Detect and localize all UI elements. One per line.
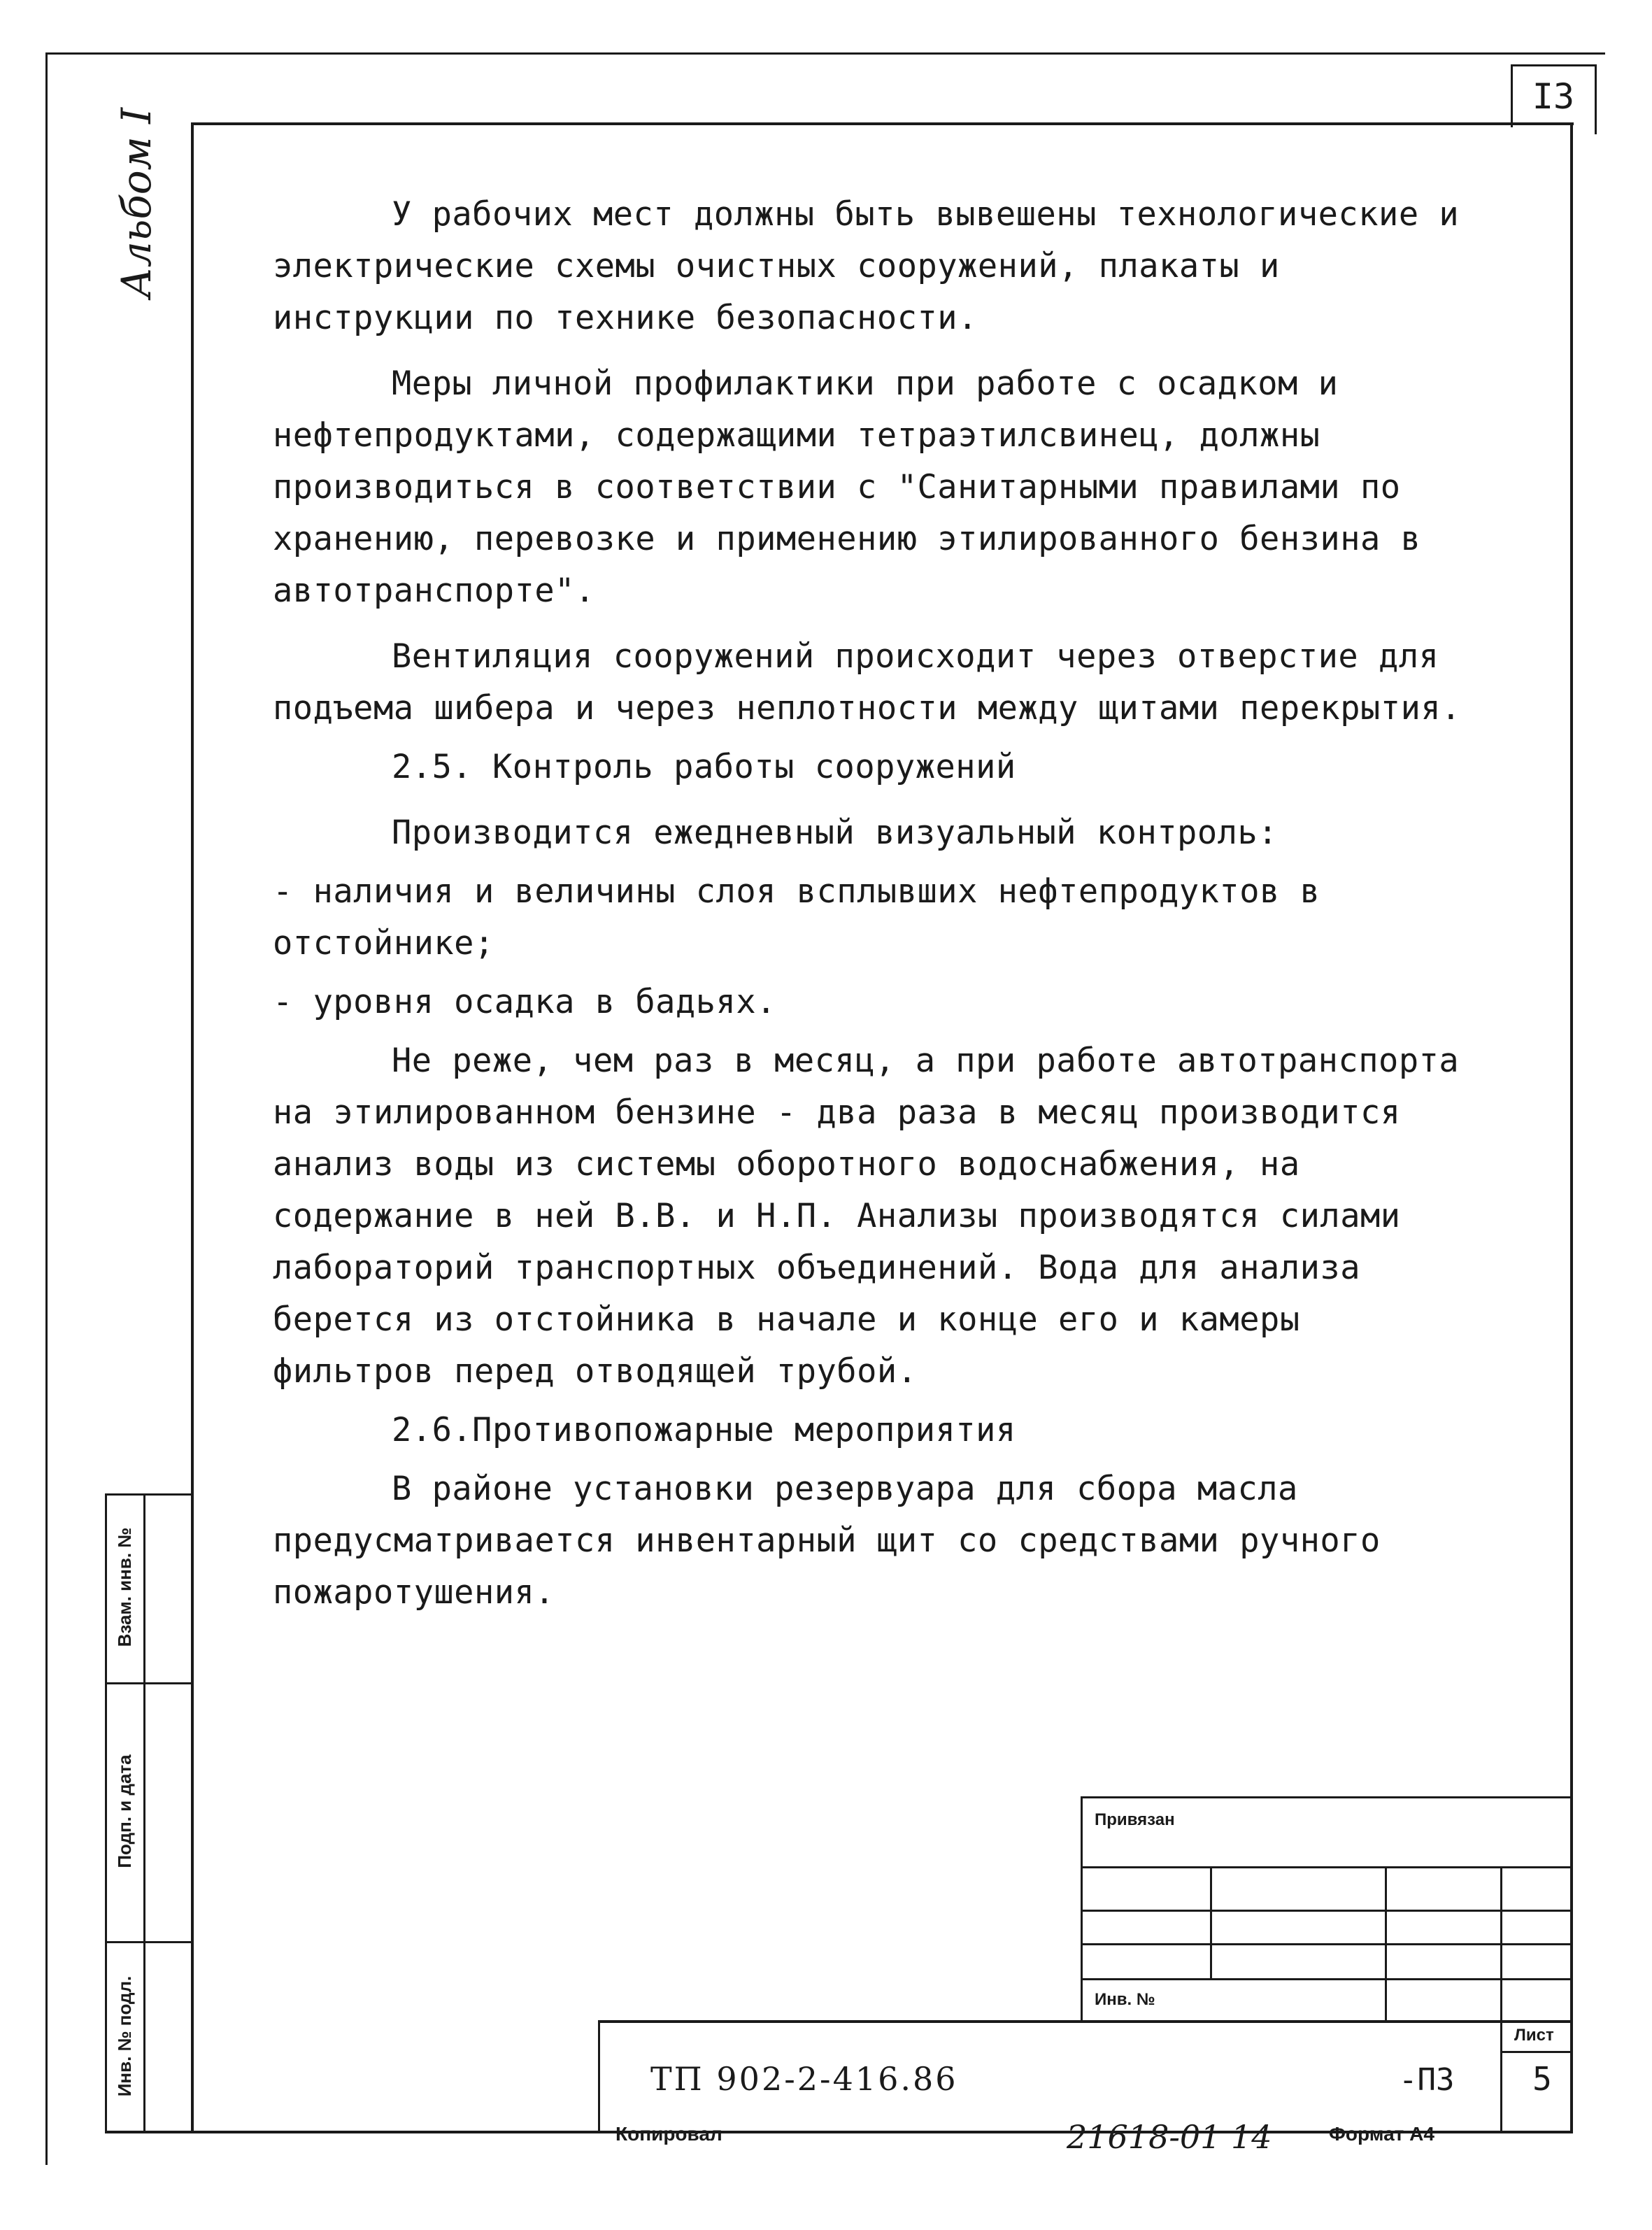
inner-frame-top (192, 122, 1574, 125)
document-suffix: -ПЗ (1399, 2062, 1455, 2098)
paragraph-water-analysis: Не реже, чем раз в месяц, а при работе автотранспорта на этилированном бензине - два раза в месяц производится анализ воды из системы оборотного водоснабжения, на содержание в ней В.В. и Н.П. Анализы производятся силами лабораторий транспортных объединений. Вода для анализа берется из отстойника в начале и конце его и камеры фильтров перед отводящей трубой. (273, 1042, 1460, 1391)
privyazan-box-left (1081, 1796, 1083, 2020)
sheet-number: 5 (1532, 2060, 1552, 2098)
sheet-cell-left (1500, 2020, 1502, 2132)
privyazan-col-3 (1500, 1866, 1502, 2020)
document-code: ТП 902-2-416.86 (650, 2060, 958, 2098)
inv-no-label: Инв. № (1095, 1990, 1155, 2009)
outer-frame-left (45, 52, 48, 2165)
list-item-oil-layer: - наличия и величины слоя всплывших нефтепродуктов в отстойнике; (273, 872, 1320, 963)
privyazan-box-top (1081, 1796, 1573, 1798)
title-block-top (598, 2020, 1573, 2023)
side-label-inv-podl: Инв. № подл. (113, 1975, 135, 2097)
document-body (273, 189, 1462, 1619)
paragraph-safety-schemes: У рабочих мест должны быть вывешены технологические и электрические схемы очистных сооружений, плакаты и инструкции по технике безопасности. (273, 195, 1460, 337)
privyazan-col-1 (1210, 1866, 1212, 1980)
paragraph-personal-prevention: Меры личной профилактики при работе с осадком и нефтепродуктами, содержащими тетраэтилсвинец, должны производиться в соответствии с "Санитарными правилами по хранению, перевозке и применению этилированного бензина в автотранспорте". (273, 364, 1421, 610)
side-label-podp-data: Подп. и дата (113, 1754, 135, 1868)
list-item-sediment-level: - уровня осадка в бадьях. (273, 983, 776, 1021)
title-block-left (598, 2020, 600, 2132)
format-label: Формат А4 (1329, 2123, 1434, 2145)
sheet-number-top: I3 (1532, 76, 1575, 117)
side-stamp-divider (143, 1493, 145, 2133)
privyazan-row-2 (1081, 1943, 1573, 1945)
album-label: Альбом I (113, 107, 160, 299)
inner-frame-left (191, 122, 194, 2133)
paragraph-fire-shield: В районе установки резервуара для сбора масла предусматривается инвентарный щит со средствами ручного пожаротушения. (273, 1470, 1381, 1612)
privyazan-row-1 (1081, 1910, 1573, 1912)
privyazan-row-3 (1081, 1978, 1573, 1980)
side-label-vzam-inv: Взам. инв. № (113, 1527, 135, 1647)
list-label: Лист (1514, 2026, 1554, 2045)
sheet-cell-label-sep (1500, 2051, 1573, 2053)
privyazan-header-sep (1081, 1866, 1573, 1868)
paragraph-ventilation: Вентиляция сооружений происходит через отверстие для подъема шибера и через неплотности между щитами перекрытия. (273, 637, 1461, 727)
kopiroval-label: Копировал (615, 2123, 722, 2145)
paragraph-daily-control: Производится ежедневный визуальный контроль: (392, 814, 1279, 852)
section-heading-fire-safety: 2.6.Противопожарные мероприятия (392, 1411, 1016, 1449)
archive-number: 21618-01 14 (1067, 2118, 1272, 2156)
privyazan-col-2 (1385, 1866, 1387, 2020)
section-heading-control: 2.5. Контроль работы сооружений (392, 748, 1016, 786)
privyazan-label: Привязан (1095, 1810, 1175, 1829)
inner-frame-right (1570, 122, 1573, 2133)
outer-frame-top (45, 52, 1605, 55)
sheet-box-right (1595, 64, 1597, 134)
